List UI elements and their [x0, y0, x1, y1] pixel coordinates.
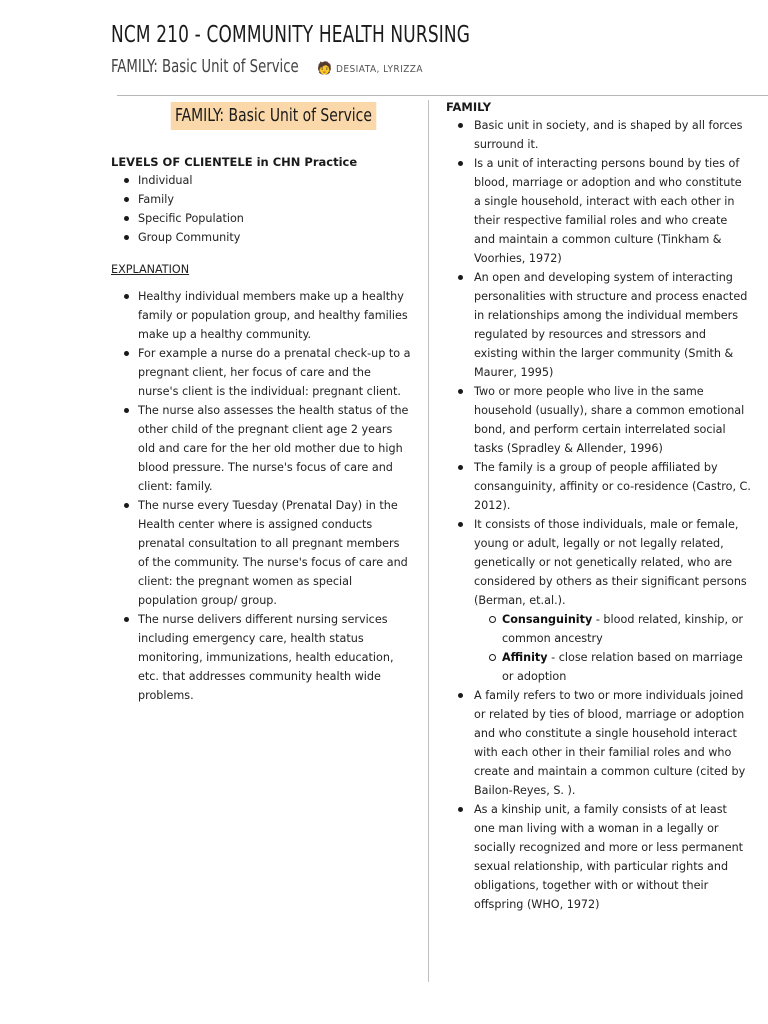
list-item: Specific Population [111, 209, 411, 228]
list-item: The nurse delivers different nursing services including emergency care, health status monitoring, immunizations, health education, etc. that addresses community health wide problems. [111, 610, 411, 705]
list-item: As a kinship unit, a family consists of at least one man living with a woman in a legally or socially recognized and more or less permanent sexual relationship, with particular rights and obligations, together with or without their offspring (WHO, 1972) [446, 800, 751, 914]
section-heading-highlight: FAMILY: Basic Unit of Service [170, 102, 375, 130]
list-item-text: It consists of those individuals, male or female, young or adult, legally or not legally related, genetically or not genetically related, who are considered by others as their significant persons (Berman, et.al.). [474, 518, 747, 607]
sub-list-item [474, 610, 751, 648]
family-heading: FAMILY [446, 100, 492, 114]
levels-list [111, 171, 411, 247]
column-divider [428, 100, 429, 982]
sub-list-item [474, 648, 751, 686]
document-title: NCM 210 - COMMUNITY HEALTH NURSING [111, 22, 471, 48]
sub-term-list [474, 610, 751, 686]
list-item: The nurse every Tuesday (Prenatal Day) in the Health center where is assigned conducts prenatal consultation to all pregnant members of the community. The nurse's focus of care and client: the pregnant women as special population group/ group. [111, 496, 411, 610]
sub-term-definition: - close relation based on marriage or adoption [502, 651, 743, 683]
list-item: The family is a group of people affiliated by consanguinity, affinity or co-residence (Castro, C. 2012). [446, 458, 751, 515]
list-item: Healthy individual members make up a healthy family or population group, and healthy families make up a healthy community. [111, 287, 411, 344]
list-item: A family refers to two or more individuals joined or related by ties of blood, marriage or adoption and who constitute a single household interact with each other in their familial roles and who create and maintain a common culture (cited by Bailon-Reyes, S. ). [446, 686, 751, 800]
list-item: An open and developing system of interacting personalities with structure and process enacted in relationships among the individual members regulated by resources and stressors and existing within the larger community (Smith & Maurer, 1995) [446, 268, 751, 382]
list-item: Individual [111, 171, 411, 190]
levels-heading: LEVELS OF CLIENTELE in CHN Practice [111, 155, 358, 169]
left-column [111, 100, 411, 705]
person-emoji-icon: 🧑 [317, 61, 332, 75]
list-item: Family [111, 190, 411, 209]
family-definitions-list [446, 116, 751, 914]
list-item-with-sublist [446, 515, 751, 686]
list-item: The nurse also assesses the health status of the other child of the pregnant client age 2 years old and care for the her old mother due to high blood pressure. The nurse's focus of care and client: family. [111, 401, 411, 496]
list-item: Two or more people who live in the same household (usually), share a common emotional bond, and perform certain interrelated social tasks (Spradley & Allender, 1996) [446, 382, 751, 458]
list-item: Is a unit of interacting persons bound by ties of blood, marriage or adoption and who constitute a single household, interact with each other in their respective familial roles and who create and maintain a common culture (Tinkham & Voorhies, 1972) [446, 154, 751, 268]
list-item: Group Community [111, 228, 411, 247]
sub-term: Affinity [502, 651, 548, 664]
subtitle-row [111, 56, 433, 77]
header-divider [117, 95, 768, 96]
sub-term-definition: - blood related, kinship, or common ancestry [502, 613, 744, 645]
sub-term: Consanguinity [502, 613, 593, 626]
author-name: DESIATA, LYRIZZA [335, 64, 423, 75]
list-item: For example a nurse do a prenatal check-up to a pregnant client, her focus of care and the nurse's client is the individual: pregnant client. [111, 344, 411, 401]
explanation-list [111, 287, 411, 705]
list-item: Basic unit in society, and is shaped by all forces surround it. [446, 116, 751, 154]
explanation-heading: EXPLANATION [111, 263, 190, 276]
right-column [446, 100, 751, 914]
document-subtitle: FAMILY: Basic Unit of Service [111, 56, 299, 77]
